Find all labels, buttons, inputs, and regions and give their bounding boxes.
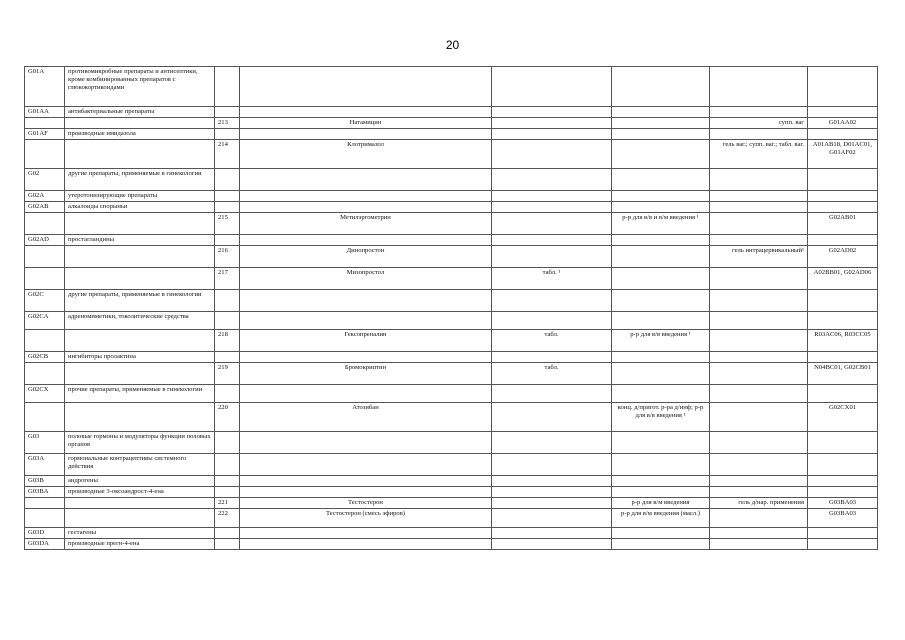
dosage-form-cell	[492, 290, 612, 312]
atc-code-cell	[25, 246, 65, 268]
item-number-cell: 219	[215, 363, 240, 385]
table-row	[25, 403, 878, 432]
atc-classification-cell: A02BB01, G02AD06	[808, 268, 878, 290]
dosage-form-cell: табл.	[492, 363, 612, 385]
page-number: 20	[445, 38, 460, 52]
group-description-cell: гормональные контрацептивы системного действия	[65, 454, 215, 476]
dosage-form-cell	[492, 191, 612, 202]
atc-classification-cell	[808, 312, 878, 330]
dosage-form-cell	[710, 202, 808, 213]
table-row	[25, 169, 878, 191]
drug-name-cell	[240, 385, 492, 403]
atc-code-cell	[25, 213, 65, 235]
item-number-cell	[215, 454, 240, 476]
drug-name-cell: Тестостерон	[240, 498, 492, 509]
dosage-form-cell	[492, 235, 612, 246]
dosage-form-cell: гель интрацервикальный¹	[710, 246, 808, 268]
group-description-cell	[65, 213, 215, 235]
drug-name-cell: Бромокриптин	[240, 363, 492, 385]
dosage-form-cell	[710, 352, 808, 363]
table-row	[25, 432, 878, 454]
dosage-form-cell	[492, 118, 612, 129]
group-description-cell: производные 3-оксоандрост-4-ена	[65, 487, 215, 498]
atc-classification-cell	[808, 539, 878, 550]
dosage-form-cell	[492, 454, 612, 476]
table-row	[25, 498, 878, 509]
item-number-cell	[215, 476, 240, 487]
item-number-cell: 220	[215, 403, 240, 432]
table-row	[25, 454, 878, 476]
dosage-form-cell	[492, 487, 612, 498]
dosage-form-cell	[492, 107, 612, 118]
atc-classification-cell	[808, 487, 878, 498]
drug-name-cell	[240, 539, 492, 550]
table-row	[25, 330, 878, 352]
atc-classification-cell: G03BA03	[808, 509, 878, 528]
dosage-form-cell: табл. ¹	[492, 268, 612, 290]
dosage-form-cell	[710, 363, 808, 385]
atc-classification-cell: G01AA02	[808, 118, 878, 129]
dosage-form-cell	[710, 213, 808, 235]
table-row	[25, 129, 878, 140]
dosage-form-cell	[710, 454, 808, 476]
group-description-cell: другие препараты, применяемые в гинекологии	[65, 290, 215, 312]
drug-name-cell: Мизопростол	[240, 268, 492, 290]
atc-code-cell	[25, 268, 65, 290]
group-description-cell	[65, 403, 215, 432]
drug-name-cell	[240, 352, 492, 363]
dosage-form-cell	[612, 487, 710, 498]
group-description-cell: простагландины	[65, 235, 215, 246]
dosage-form-cell	[492, 476, 612, 487]
drug-name-cell	[240, 312, 492, 330]
table-row	[25, 202, 878, 213]
group-description-cell	[65, 118, 215, 129]
atc-code-cell: G01AA	[25, 107, 65, 118]
dosage-form-cell	[710, 235, 808, 246]
dosage-form-cell	[612, 129, 710, 140]
group-description-cell: производные имидазола	[65, 129, 215, 140]
item-number-cell: 218	[215, 330, 240, 352]
group-description-cell: андрогены	[65, 476, 215, 487]
dosage-form-cell	[710, 290, 808, 312]
atc-code-cell: G03DA	[25, 539, 65, 550]
drug-name-cell	[240, 107, 492, 118]
atc-code-cell: G03A	[25, 454, 65, 476]
table-row	[25, 268, 878, 290]
atc-code-cell	[25, 403, 65, 432]
dosage-form-cell	[492, 202, 612, 213]
group-description-cell	[65, 246, 215, 268]
drug-name-cell: Клотримазол	[240, 140, 492, 169]
atc-code-cell: G01A	[25, 67, 65, 107]
item-number-cell	[215, 67, 240, 107]
drug-name-cell: Метилэргометрин	[240, 213, 492, 235]
group-description-cell: адреномиметики, токолитические средства	[65, 312, 215, 330]
item-number-cell: 217	[215, 268, 240, 290]
atc-code-cell: G03B	[25, 476, 65, 487]
atc-classification-cell: G03BA03	[808, 498, 878, 509]
drug-name-cell: Гексопреналин	[240, 330, 492, 352]
dosage-form-cell	[612, 246, 710, 268]
dosage-form-cell	[492, 246, 612, 268]
atc-code-cell: G02AB	[25, 202, 65, 213]
dosage-form-cell: р-р для в/м введения (масл.)	[612, 509, 710, 528]
table-row	[25, 528, 878, 539]
atc-classification-cell	[808, 202, 878, 213]
table-row	[25, 235, 878, 246]
dosage-form-cell	[612, 476, 710, 487]
group-description-cell: алкалоиды спорыньи	[65, 202, 215, 213]
dosage-form-cell: конц. д/пригот. р-ра д/инф; р-р для в/в введения ¹	[612, 403, 710, 432]
dosage-form-cell	[710, 312, 808, 330]
dosage-form-cell	[710, 107, 808, 118]
table-row	[25, 385, 878, 403]
atc-classification-cell: A01AB18, D01AC01, G01AF02	[808, 140, 878, 169]
table-row	[25, 352, 878, 363]
dosage-form-cell	[612, 191, 710, 202]
dosage-form-cell	[492, 385, 612, 403]
item-number-cell	[215, 191, 240, 202]
group-description-cell: производные прегн-4-ена	[65, 539, 215, 550]
dosage-form-cell	[492, 403, 612, 432]
drug-name-cell	[240, 487, 492, 498]
atc-classification-cell: G02AD02	[808, 246, 878, 268]
drug-name-cell	[240, 476, 492, 487]
item-number-cell	[215, 235, 240, 246]
atc-code-cell	[25, 498, 65, 509]
dosage-form-cell	[612, 454, 710, 476]
item-number-cell	[215, 169, 240, 191]
dosage-form-cell: р-р для в/в введения ¹	[612, 330, 710, 352]
group-description-cell	[65, 363, 215, 385]
group-description-cell: утеротонизирующие препараты	[65, 191, 215, 202]
dosage-form-cell	[710, 191, 808, 202]
item-number-cell: 222	[215, 509, 240, 528]
table-row	[25, 246, 878, 268]
dosage-form-cell	[612, 118, 710, 129]
group-description-cell: другие препараты, применяемые в гинекологии	[65, 169, 215, 191]
item-number-cell	[215, 352, 240, 363]
atc-code-cell: G02CX	[25, 385, 65, 403]
dosage-form-cell	[492, 432, 612, 454]
atc-classification-cell: G02AB01	[808, 213, 878, 235]
atc-code-cell	[25, 140, 65, 169]
dosage-form-cell	[612, 235, 710, 246]
dosage-form-cell	[612, 363, 710, 385]
group-description-cell: антибактериальные препараты	[65, 107, 215, 118]
drug-name-cell: Натамицин	[240, 118, 492, 129]
group-description-cell: гестагены	[65, 528, 215, 539]
item-number-cell	[215, 312, 240, 330]
atc-classification-cell: N04BC01, G02CB01	[808, 363, 878, 385]
group-description-cell	[65, 509, 215, 528]
dosage-form-cell	[612, 107, 710, 118]
dosage-form-cell: гель д/нар. применения	[710, 498, 808, 509]
atc-classification-cell	[808, 476, 878, 487]
atc-classification-cell	[808, 290, 878, 312]
table-row	[25, 363, 878, 385]
item-number-cell	[215, 129, 240, 140]
atc-classification-cell	[808, 454, 878, 476]
atc-code-cell	[25, 509, 65, 528]
item-number-cell	[215, 487, 240, 498]
item-number-cell	[215, 539, 240, 550]
dosage-form-cell	[710, 385, 808, 403]
table-row	[25, 118, 878, 129]
atc-classification-cell	[808, 129, 878, 140]
drug-name-cell	[240, 454, 492, 476]
atc-code-cell: G02CB	[25, 352, 65, 363]
dosage-form-cell	[612, 67, 710, 107]
dosage-form-cell	[612, 385, 710, 403]
atc-classification-cell	[808, 235, 878, 246]
group-description-cell: ингибиторы пролактина	[65, 352, 215, 363]
dosage-form-cell: табл.	[492, 330, 612, 352]
item-number-cell	[215, 528, 240, 539]
dosage-form-cell	[710, 528, 808, 539]
drug-name-cell	[240, 432, 492, 454]
atc-code-cell: G02C	[25, 290, 65, 312]
dosage-form-cell: супп. ваг	[710, 118, 808, 129]
dosage-form-cell	[612, 352, 710, 363]
table-row	[25, 67, 878, 107]
atc-classification-cell: R03AC06, R03CC05	[808, 330, 878, 352]
item-number-cell	[215, 385, 240, 403]
dosage-form-cell: р-р для в/в и в/м введения ¹	[612, 213, 710, 235]
item-number-cell: 216	[215, 246, 240, 268]
dosage-form-cell	[492, 169, 612, 191]
drug-name-cell	[240, 129, 492, 140]
atc-code-cell: G03D	[25, 528, 65, 539]
table-row	[25, 487, 878, 498]
dosage-form-cell	[492, 539, 612, 550]
table-row	[25, 539, 878, 550]
table-row	[25, 140, 878, 169]
atc-code-cell: G02CA	[25, 312, 65, 330]
table-row	[25, 312, 878, 330]
drug-name-cell	[240, 235, 492, 246]
group-description-cell: половые гормоны и модуляторы функции половых органов	[65, 432, 215, 454]
drug-name-cell	[240, 191, 492, 202]
item-number-cell: 213	[215, 118, 240, 129]
dosage-form-cell	[710, 129, 808, 140]
dosage-form-cell	[492, 312, 612, 330]
atc-code-cell	[25, 118, 65, 129]
drug-name-cell: Динопростон	[240, 246, 492, 268]
dosage-form-cell	[710, 476, 808, 487]
dosage-form-cell	[710, 432, 808, 454]
atc-classification-cell: G02CX01	[808, 403, 878, 432]
atc-code-cell	[25, 330, 65, 352]
dosage-form-cell	[612, 202, 710, 213]
drug-name-cell	[240, 67, 492, 107]
atc-classification-cell	[808, 169, 878, 191]
dosage-form-cell	[710, 330, 808, 352]
dosage-form-cell	[710, 509, 808, 528]
dosage-form-cell	[612, 528, 710, 539]
item-number-cell	[215, 202, 240, 213]
group-description-cell: прочие препараты, применяемые в гинекологии	[65, 385, 215, 403]
drug-name-cell	[240, 528, 492, 539]
dosage-form-cell	[492, 213, 612, 235]
dosage-form-cell	[710, 169, 808, 191]
group-description-cell: противомикробные препараты и антисептики, кроме комбинированных препаратов с глюкокортикоидами	[65, 67, 215, 107]
atc-code-cell: G03BA	[25, 487, 65, 498]
item-number-cell: 214	[215, 140, 240, 169]
dosage-form-cell	[612, 539, 710, 550]
drug-name-cell	[240, 202, 492, 213]
atc-code-cell: G02AD	[25, 235, 65, 246]
drug-name-cell: Атозибан	[240, 403, 492, 432]
dosage-form-cell	[710, 403, 808, 432]
dosage-form-cell	[492, 67, 612, 107]
atc-code-cell: G01AF	[25, 129, 65, 140]
table-row	[25, 107, 878, 118]
atc-code-cell: G02A	[25, 191, 65, 202]
table-row	[25, 509, 878, 528]
atc-code-cell: G02	[25, 169, 65, 191]
atc-classification-cell	[808, 528, 878, 539]
drug-name-cell: Тестостерон (смесь эфиров)	[240, 509, 492, 528]
dosage-form-cell	[492, 528, 612, 539]
dosage-form-cell	[612, 312, 710, 330]
atc-classification-cell	[808, 191, 878, 202]
dosage-form-cell	[612, 140, 710, 169]
table-row	[25, 290, 878, 312]
atc-code-cell: G03	[25, 432, 65, 454]
atc-classification-cell	[808, 107, 878, 118]
atc-classification-cell	[808, 385, 878, 403]
item-number-cell	[215, 432, 240, 454]
drug-list-table	[24, 66, 878, 550]
dosage-form-cell	[492, 129, 612, 140]
atc-classification-cell	[808, 432, 878, 454]
dosage-form-cell	[492, 140, 612, 169]
dosage-form-cell	[612, 432, 710, 454]
group-description-cell	[65, 330, 215, 352]
dosage-form-cell	[492, 509, 612, 528]
dosage-form-cell	[612, 268, 710, 290]
item-number-cell: 215	[215, 213, 240, 235]
dosage-form-cell	[492, 498, 612, 509]
dosage-form-cell	[710, 268, 808, 290]
item-number-cell: 221	[215, 498, 240, 509]
group-description-cell	[65, 268, 215, 290]
table-row	[25, 476, 878, 487]
atc-classification-cell	[808, 67, 878, 107]
dosage-form-cell	[710, 487, 808, 498]
atc-code-cell	[25, 363, 65, 385]
dosage-form-cell: р-р для в/м введения	[612, 498, 710, 509]
group-description-cell	[65, 498, 215, 509]
dosage-form-cell: гель ваг.; супп. ваг.; табл. ваг.	[710, 140, 808, 169]
table-row	[25, 191, 878, 202]
dosage-form-cell	[710, 67, 808, 107]
dosage-form-cell	[710, 539, 808, 550]
item-number-cell	[215, 107, 240, 118]
table-row	[25, 213, 878, 235]
group-description-cell	[65, 140, 215, 169]
dosage-form-cell	[612, 290, 710, 312]
atc-classification-cell	[808, 352, 878, 363]
drug-name-cell	[240, 169, 492, 191]
dosage-form-cell	[612, 169, 710, 191]
item-number-cell	[215, 290, 240, 312]
dosage-form-cell	[492, 352, 612, 363]
drug-name-cell	[240, 290, 492, 312]
